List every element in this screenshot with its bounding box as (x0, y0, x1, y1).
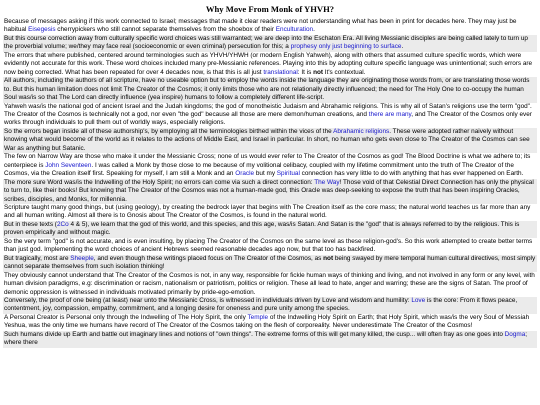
inline-link[interactable]: Sheeple (70, 254, 94, 262)
text-run: So the very term "god" is not accurate, and is even insulting, by placing The Creator of the Cosmos on the same level as these religion-god's. So this work attempted to create better terms than just god. Implementing the word choices of ancient Hebrews seemed reasonable decades ago now, but that too has backfired. (4, 237, 533, 254)
text-run: ! Those void of that Celestial Direct Connection has only the physical to turn to, like their books! But knowing that The Creator of the Cosmos was not a human-made god, this Oracle was deep-seeking to expose the truth that has been inspiring Oracles, scribes, disciples, and Monks, for millennia. (4, 178, 534, 203)
paragraph (3, 331, 537, 348)
inline-link[interactable]: Love (411, 296, 426, 304)
inline-link[interactable]: Temple (247, 313, 269, 321)
text-run: Because of messages asking if this work connected to Israel; messages that made it clear readers were not understanding what has been in print for decades here. They may just be habitual (4, 18, 517, 34)
page-title: Why Move From Monk of YHVH? (205, 4, 335, 14)
paragraph (3, 128, 537, 153)
text-run: 4 & 5), we learn that the god of this world, and this species, and this age, was/is Satan. And Satan is the "god" that is always referred to by the religious. This is proven empirically and without magic. (4, 220, 520, 237)
text-run: They obviously cannot understand that The Creator of the Cosmos is not, in any way, responsible for fickle human ways of thinking and living, and not involved in any form or any level, with human division paradigms, e.g: discrimination or racism, nationalism or patriotism, politics or religion. These all lead to hate, anger and warring; these are the signs of Satan. The proof of demonic oppression is witnessed in individuals motivated primarily by pride-ego-emotion. (4, 271, 535, 296)
paragraph (3, 179, 537, 204)
paragraph (3, 238, 537, 255)
text-run: . These were adopted rather naively without knowing what would become of the world as it relates to the actions of Middle East, and Israel in particular. In short, no human who gets even close to The Creator of the Cosmos can see War as anything but Satanic. (4, 127, 530, 152)
article-body (3, 18, 537, 348)
paragraph (3, 297, 537, 314)
text-run: but my (254, 170, 277, 178)
inline-link[interactable]: The Way (314, 178, 340, 186)
paragraph (3, 255, 537, 272)
paragraph (3, 52, 537, 77)
text-run: But in these texts ( (4, 220, 57, 228)
text-run: ; where there (4, 330, 528, 347)
text-run: , and even though these writings placed focus on The Creator of the Cosmos, as (93, 254, 324, 262)
text-run: Such humans divide up Earth and battle out imaginary lines and notions of "own things". The extreme forms of this will get many killed, the cusp... will often fray as one goes into (4, 330, 505, 338)
paragraph (3, 153, 537, 178)
text-run: Scripture taught many good things, but (using geology), by creating the bedrock layer that begins with The Creation itself as the core mass; the natural world teaches us far more than any and all human writing. Almost all there is to Gnosis about The Creator of the Cosmos, is found in the natural world. (4, 203, 531, 220)
paragraph (3, 35, 537, 52)
text-run: A Personal Creator is Personal only through the Indwelling of The Holy Spirit, the only (4, 313, 248, 321)
text-run: So the errors began inside all of these authorship's, by employing all the terminologies birthed within the vices of the (4, 127, 334, 135)
text-run: is the core: From it flows peace, contentment, joy, compassion, empathy, commitment, and a longing desire for oneness and pure unity among the species. (4, 296, 518, 313)
inline-link[interactable]: Spiritual (276, 170, 300, 178)
paragraph (3, 204, 537, 221)
inline-link[interactable]: Abrahamic religions (333, 127, 390, 135)
paragraph (3, 103, 537, 128)
text-run: connection has very little to do with anything that has ever happened on Earth. (299, 170, 524, 178)
inline-link[interactable]: Enculturation (275, 26, 314, 34)
text-run: . (313, 26, 315, 34)
inline-link[interactable]: John Seventeen (45, 161, 92, 169)
text-run: The more sure Word was/is the Indwelling of the Holy Spirit; no errors can come via such a direct connection: (4, 178, 315, 186)
inline-link[interactable]: 2Co (56, 220, 69, 228)
text-run: Conversely, the proof of one being (at least) near unto the Messianic Cross, is witnessed in individuals driven by Love and wisdom and humility: (4, 296, 412, 304)
emphasis-text: not (323, 254, 334, 262)
text-run: . I was called a Monk by those close to me because of my volitional celibacy, coupled with my lifetime commitment unto the truth of The Creator of the Cosmos, via the Creation itself first. Speaking for myself, I am still a Monk and an (4, 161, 514, 178)
text-run: All authors, including the authors of all scripture, have no useable option but to employ the words inside the language they are originating those words from, or are translating those words to. But this human limitation does not limit The Creator of the Cosmos; it only limits those who are not relationally directly influenced; the need for The Holy One to co-occupy the human Soul was/is so that The Lord can directly influence (yea inspire) humans to follow a completely different life-script. (4, 77, 530, 102)
paragraph (3, 18, 537, 35)
text-run: It's contextual. (323, 68, 366, 76)
paragraph (3, 77, 537, 102)
emphasis-text: not (313, 68, 324, 76)
text-run: . (401, 43, 404, 51)
inline-link[interactable]: Eisegesis (28, 26, 56, 34)
paragraph (3, 221, 537, 238)
inline-link[interactable]: there are many (368, 110, 412, 118)
inline-link[interactable]: Oracle (235, 170, 255, 178)
text-run: : It is (297, 68, 314, 76)
inline-link[interactable]: Dogma (504, 330, 526, 338)
text-run: Yahweh was/is the national god of ancient Israel and the Judah kingdoms; the god of monotheistic Judaism and Abrahamic religions. This is why all of Satan's religions use the term "god". The Creator of the Cosmos is technically not a god, nor even "the god" because all those are mere demon/human creations, and (4, 102, 532, 118)
inline-link[interactable]: translational (263, 68, 298, 76)
text-run: , and The Creator of the Cosmos only ever works through individuals to pull them out of worldly ways, especially religions. (4, 110, 532, 127)
inline-link[interactable]: prophesy only just beginning to surface (290, 43, 402, 51)
text-run: But tragically, most are (4, 254, 71, 262)
text-run: But this course correction away from culturally specific word choices was still warranted; we are deep into the Eschaton Era. All living Messianic disciples are being called lately to turn up the proverbial volume; we/they may face real (socioeconomic or even criminal) persecution for this; a (4, 34, 528, 51)
text-run: The errors that where published, centered around terminologies such as YHVH/YHWH (or modern English Yahweh), along with others that assumed culture specific words, which were evidently not accurate for this work. These word choices included many pre-Messianic references. Playing into this by adopting culture specific language was unintentional; such errors are now being corrected. What has been repeated for over 4 decades now, is that this is all just (4, 51, 533, 76)
paragraph (3, 314, 537, 331)
text-run: cherrypickers who still cannot separate themselves from the shoebox of their (55, 26, 276, 34)
text-run: of the Indwelling Holy Spirit on Earth; that Holy Spirit, which was/is the very Soul of Messiah Yeshua, was the only time we humans have record of The Creator of the Cosmos taking on the flesh of corporeality. Never underestimate The Creator of the Cosmos! (4, 313, 530, 330)
paragraph (3, 272, 537, 297)
text-run: being swayed by mere temporal human cultural directives, most simply cannot separate themselves from such isolation thinking! (4, 254, 536, 271)
text-run: The few on Narrow Way are those who make it under the Messianic Cross; none of us would ever refer to The Creator of the Cosmos as god! The Blood Doctrine is what we adhere to; its centerpiece is (4, 153, 531, 169)
